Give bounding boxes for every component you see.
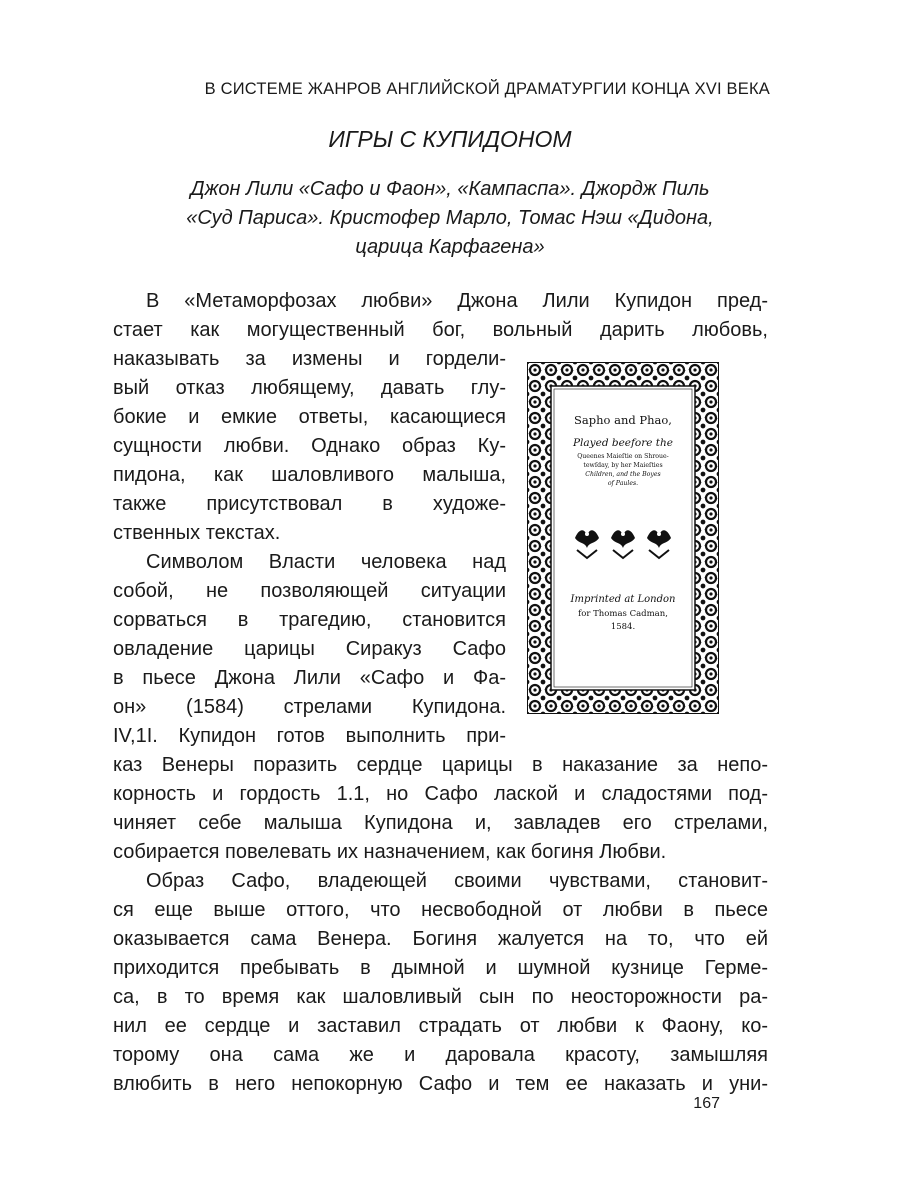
body-line: влюбить в него непокорную Сафо и тем ее наказать и уни- (113, 1073, 768, 1095)
body-line: он» (1584) стрелами Купидона. (113, 696, 506, 718)
imprint-line: 1584. (610, 622, 636, 632)
body-line: торому она сама же и даровала красоту, замышляя (113, 1044, 768, 1066)
body-line: сорваться в трагедию, становится (113, 609, 506, 631)
running-head: В СИСТЕМЕ ЖАНРОВ АНГЛИЙСКОЙ ДРАМАТУРГИИ КОНЦА XVI ВЕКА (204, 80, 770, 98)
imprint-line: for Thomas Cadman, (578, 609, 668, 619)
chapter-subtitle (115, 175, 785, 262)
body-line: сущности любви. Однако образ Ку- (113, 435, 506, 457)
body-line: ственных текстах. (113, 522, 281, 544)
body-line: корность и гордость 1.1, но Сафо лаской и сладостями под- (113, 783, 768, 805)
subtitle-line: «Суд Париса». Кристофер Марло, Томас Нэш «Дидона, (186, 207, 714, 229)
body-line: бокие и емкие ответы, касающиеся (113, 406, 506, 428)
body-line: пидона, как шаловливого малыша, (113, 464, 506, 486)
chapter-title: ИГРЫ С КУПИДОНОМ (328, 126, 572, 152)
body-line: стает как могущественный бог, вольный дарить любовь, (113, 319, 768, 341)
title-page-line: Queenes Maieſtie on Shroue- (577, 453, 669, 460)
body-line: ся еще выше оттого, что несвободной от любви в пьесе (113, 899, 768, 921)
page-number: 167 (693, 1095, 720, 1112)
body-line: в пьесе Джона Лили «Сафо и Фа- (113, 667, 506, 689)
body-line: са, в то время как шаловливый сын по неосторожности ра- (113, 986, 768, 1008)
body-line: приходится пребывать в дымной и шумной кузнице Герме- (113, 957, 768, 979)
subtitle-line: царица Карфагена» (355, 236, 545, 258)
title-page-line: Played beefore the (572, 437, 674, 449)
title-page-line: tewſday, by her Maieſties (583, 462, 663, 469)
body-line: оказывается сама Венера. Богиня жалуется на то, что ей (113, 928, 768, 950)
title-page-heading: Sapho and Phao, (574, 413, 672, 427)
body-line: IV,1I. Купидон готов выполнить при- (113, 725, 506, 747)
body-line: каз Венеры поразить сердце царицы в наказание за непо- (113, 754, 768, 776)
body-line: нил ее сердце и заставил страдать от любви к Фаону, ко- (113, 1015, 768, 1037)
body-line: овладение царицы Сиракуз Сафо (113, 638, 506, 660)
body-line: также присутствовал в художе- (113, 493, 506, 515)
body-line: собой, не позволяющей ситуации (113, 580, 506, 602)
body-line: наказывать за измены и гордели- (113, 348, 506, 370)
title-page-illustration (527, 362, 719, 714)
body-line: чиняет себе малыша Купидона и, завладев его стрелами, (113, 812, 768, 834)
imprint-line: Imprinted at London (570, 594, 676, 605)
body-line: собирается повелевать их назначением, как богиня Любви. (113, 841, 667, 863)
body-line: Образ Сафо, владеющей своими чувствами, становит- (146, 870, 768, 892)
title-page-line: Children, and the Boyes (585, 471, 661, 478)
subtitle-line: Джон Лили «Сафо и Фаон», «Кампаспа». Джордж Пиль (190, 178, 710, 200)
body-line: Символом Власти человека над (146, 551, 506, 573)
body-line: В «Метаморфозах любви» Джона Лили Купидон пред- (146, 290, 768, 312)
title-page-line: of Paules. (607, 480, 639, 487)
body-line: вый отказ любящему, давать глу- (113, 377, 506, 399)
